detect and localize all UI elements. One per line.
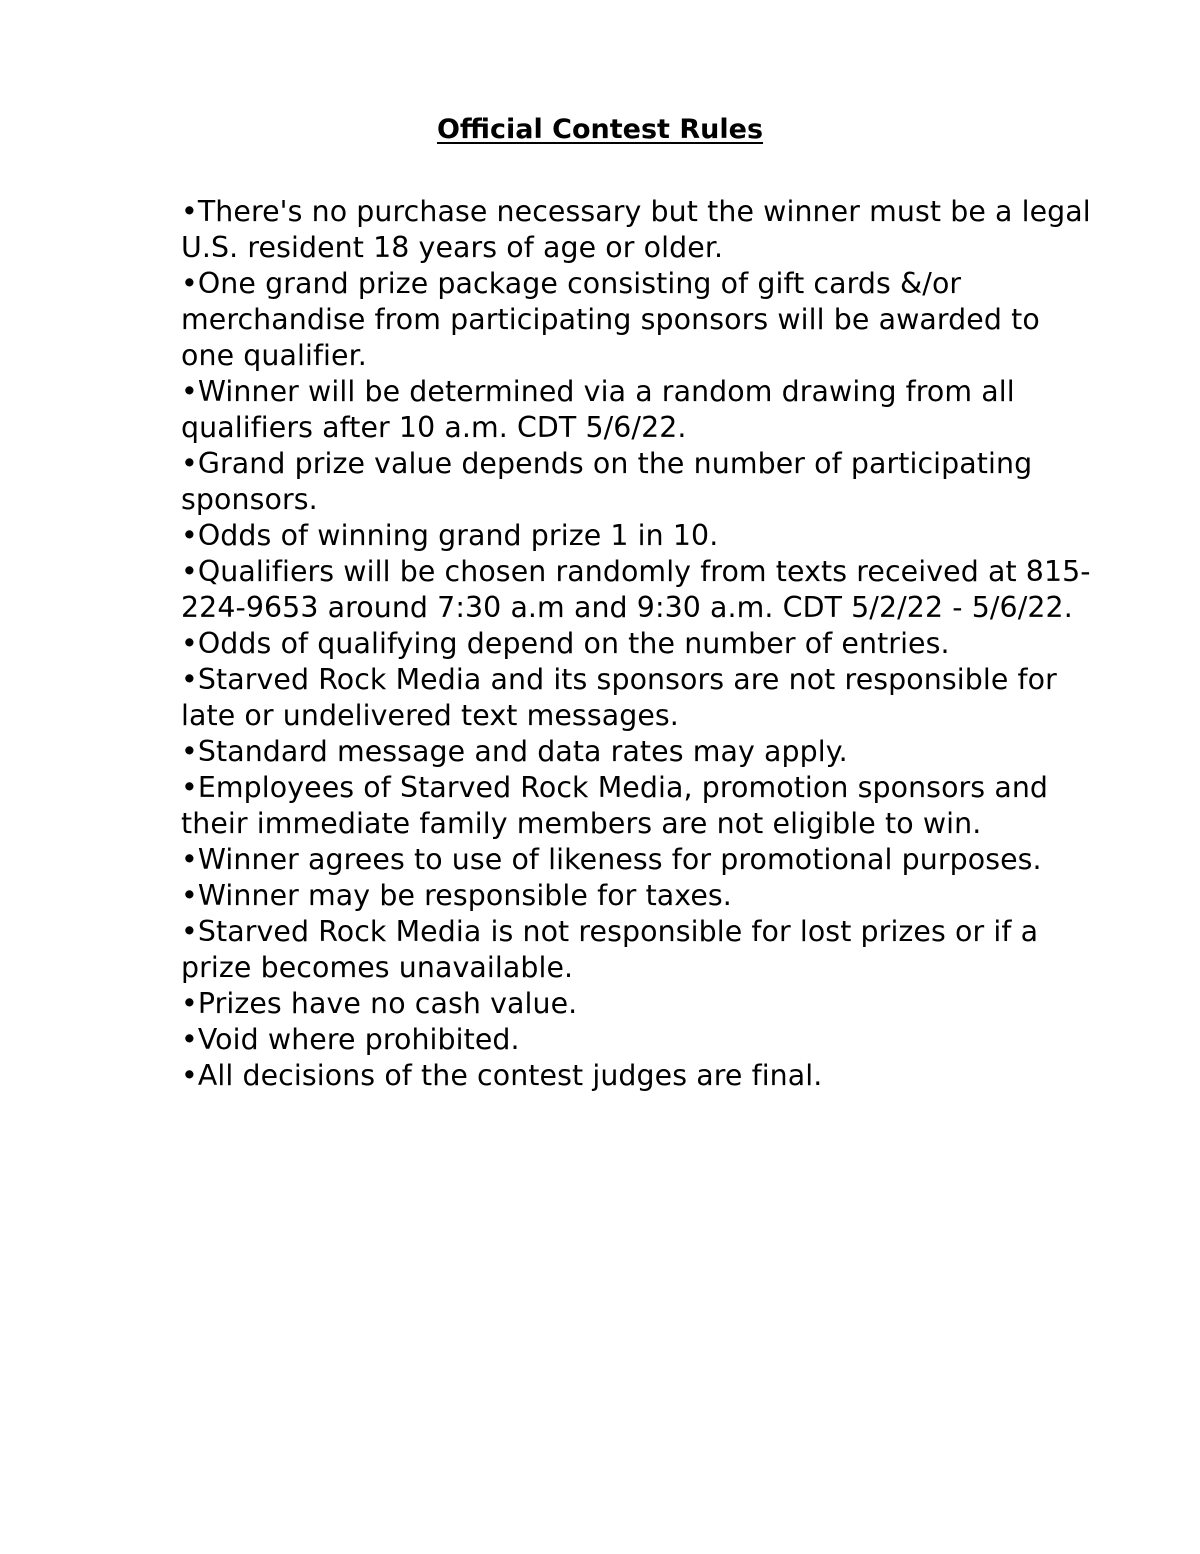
rule-text: Grand prize value depends on the number of participating sponsors. — [181, 447, 1033, 516]
bullet-glyph: • — [181, 447, 198, 480]
bullet-glyph: • — [181, 195, 198, 228]
rule-text: Odds of winning grand prize 1 in 10. — [197, 519, 719, 552]
bullet-glyph: • — [181, 879, 198, 912]
rule-item — [181, 626, 1091, 662]
bullet-glyph: • — [181, 1023, 198, 1056]
rule-item — [181, 734, 1091, 770]
rule-item — [181, 194, 1091, 266]
rule-text: Employees of Starved Rock Media, promotion sponsors and their immediate family members are not eligible to win. — [181, 771, 1049, 840]
rule-item — [181, 842, 1091, 878]
bullet-glyph: • — [181, 627, 198, 660]
rule-item — [181, 374, 1091, 446]
rule-item — [181, 266, 1091, 374]
rule-text: One grand prize package consisting of gift cards &/or merchandise from participating sponsors will be awarded to one qualifier. — [181, 267, 1040, 372]
rule-text: Winner may be responsible for taxes. — [197, 879, 732, 912]
rule-item — [181, 554, 1091, 626]
bullet-glyph: • — [181, 987, 198, 1020]
rule-text: All decisions of the contest judges are final. — [197, 1059, 823, 1092]
bullet-glyph: • — [181, 519, 198, 552]
bullet-glyph: • — [181, 267, 198, 300]
rule-text: Starved Rock Media is not responsible for lost prizes or if a prize becomes unavailable. — [181, 915, 1039, 984]
rule-item — [181, 662, 1091, 734]
rule-text: Prizes have no cash value. — [197, 987, 578, 1020]
rule-text: Void where prohibited. — [197, 1023, 520, 1056]
bullet-glyph: • — [181, 771, 198, 804]
bullet-glyph: • — [181, 915, 198, 948]
rule-text: There's no purchase necessary but the winner must be a legal U.S. resident 18 years of age or older. — [181, 195, 1091, 264]
rule-text: Starved Rock Media and its sponsors are not responsible for late or undelivered text messages. — [181, 663, 1057, 732]
rule-item — [181, 446, 1091, 518]
rule-text: Winner will be determined via a random drawing from all qualifiers after 10 a.m. CDT 5/6/22. — [181, 375, 1015, 444]
rule-item — [181, 1022, 1091, 1058]
bullet-glyph: • — [181, 663, 198, 696]
rule-text: Odds of qualifying depend on the number of entries. — [197, 627, 950, 660]
bullet-glyph: • — [181, 843, 198, 876]
rule-item — [181, 914, 1091, 986]
rules-list — [181, 194, 1091, 1094]
bullet-glyph: • — [181, 555, 198, 588]
rule-item — [181, 1058, 1091, 1094]
rule-text: Qualifiers will be chosen randomly from texts received at 815-224-9653 around 7:30 a.m and 9:30 a.m. CDT 5/2/22 - 5/6/22. — [181, 555, 1091, 624]
rule-text: Winner agrees to use of likeness for promotional purposes. — [197, 843, 1042, 876]
rule-item — [181, 878, 1091, 914]
rule-item — [181, 518, 1091, 554]
rule-text: Standard message and data rates may apply. — [197, 735, 848, 768]
page-title: Official Contest Rules — [436, 114, 764, 145]
bullet-glyph: • — [181, 1059, 198, 1092]
rule-item — [181, 770, 1091, 842]
rule-item — [181, 986, 1091, 1022]
bullet-glyph: • — [181, 735, 198, 768]
bullet-glyph: • — [181, 375, 198, 408]
